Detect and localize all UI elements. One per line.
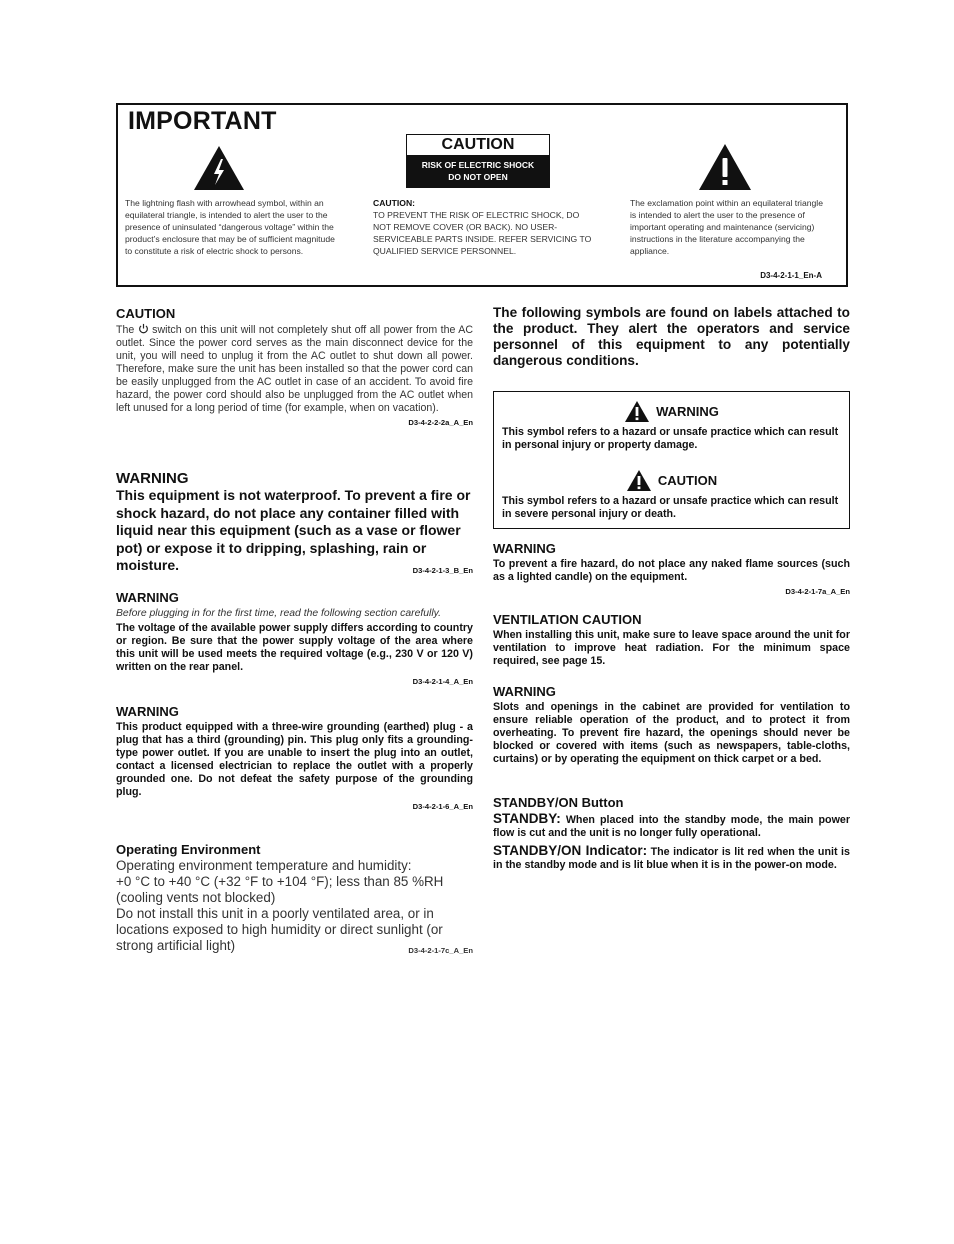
power-icon bbox=[138, 323, 149, 334]
waterproof-warning-heading: WARNING bbox=[116, 470, 189, 487]
exclamation-warning-icon bbox=[698, 143, 752, 191]
important-box bbox=[116, 103, 848, 287]
warning-triangle-icon bbox=[624, 400, 650, 423]
slots-warning-text: Slots and openings in the cabinet are provided for ventilation to ensure reliable operation of the product, and to protect it from overheating. To prevent fire hazard, the openings should never be blocked or covered with items (such as newspapers, table-cloths, curtains) or by operating the equipment on thick carpet or a bed. bbox=[493, 701, 850, 765]
operating-environment-line2: +0 °C to +40 °C (+32 °F to +104 °F); less than 85 %RH (cooling vents not blocked) bbox=[116, 874, 444, 905]
symbol-caution-heading: CAUTION bbox=[657, 473, 718, 488]
operating-environment-line3: Do not install this unit in a poorly ventilated area, or in locations exposed to high humidity or direct sunlight (or strong artificial light) bbox=[116, 906, 443, 953]
caution-text-body: TO PREVENT THE RISK OF ELECTRIC SHOCK, DO NOT REMOVE COVER (OR BACK). NO USER-SERVICEABLE PARTS INSIDE. REFER SERVICING TO QUALIFIED SERVICE PERSONNEL. bbox=[373, 210, 592, 256]
grounding-warning-text: This product equipped with a three-wire grounding (earthed) plug - a plug that has a third (grounding) pin. This plug only fits a grounding-type power outlet. If you are unable to insert the plug into an outlet, contact a licensed electrician to replace the outlet with a properly grounded one. Do not defeat the safety purpose of the grounding plug. bbox=[116, 721, 473, 798]
standby-heading: STANDBY/ON Button bbox=[493, 795, 624, 810]
waterproof-warning-section bbox=[116, 470, 473, 580]
indicator-text bbox=[493, 844, 850, 872]
left-caution-text bbox=[116, 323, 473, 415]
caution-label-title: CAUTION bbox=[407, 135, 549, 156]
symbol-warning-block bbox=[502, 400, 841, 452]
lightning-symbol-explanation: The lightning flash with arrowhead symbol, within an equilateral triangle, is intended to alert the user to the presence of uninsulated “dangerous voltage” within the product’s enclosure that may be of sufficient magnitude to constitute a risk of electric shock to persons. bbox=[125, 198, 335, 256]
voltage-warning-note: Before plugging in for the first time, read the following section carefully. bbox=[116, 608, 441, 619]
standby-label: STANDBY: bbox=[493, 811, 561, 826]
left-caution-heading: CAUTION bbox=[116, 306, 176, 321]
ventilation-caution-section bbox=[493, 612, 850, 668]
operating-environment-code: D3-4-2-1-7c_A_En bbox=[408, 946, 473, 955]
important-code: D3-4-2-1-1_En-A bbox=[760, 271, 822, 280]
caution-text-post: switch on this unit will not completely shut off all power from the AC outlet. Since the power cord serves as the main disconnect device for the unit, you will need to unplug it from the AC outlet to shut down all power. Therefore, make sure the unit has been installed so that the power cord can be easily unplugged from the AC outlet in case of an accident. To avoid fire hazard, the power cord should also be unplugged from the AC outlet when left unused for a long period of time (for example, when on vacation). bbox=[116, 324, 473, 414]
voltage-warning-text: The voltage of the available power supply differs according to country or region. Be sure that the power supply voltage of the area where this unit will be used meets the required voltage (e.g., 230 V or 120 V) written on the rear panel. bbox=[116, 622, 473, 673]
waterproof-warning-text bbox=[116, 487, 473, 575]
symbol-warning-heading-row bbox=[502, 400, 841, 423]
voltage-warning-heading: WARNING bbox=[116, 590, 179, 605]
operating-environment-line3-wrap bbox=[116, 906, 473, 954]
caution-text-heading: CAUTION: bbox=[373, 198, 416, 208]
voltage-warning-code: D3-4-2-1-4_A_En bbox=[412, 677, 473, 686]
symbol-caution-heading-row bbox=[502, 469, 841, 492]
grounding-warning-code: D3-4-2-1-6_A_En bbox=[412, 802, 473, 811]
slots-warning-heading: WARNING bbox=[493, 684, 556, 699]
fire-warning-section bbox=[493, 541, 850, 596]
symbols-intro: The following symbols are found on labels attached to the product. They alert the operators and service personnel of this equipment to any potentially dangerous conditions. bbox=[493, 305, 850, 368]
fire-warning-code: D3-4-2-1-7a_A_En bbox=[785, 587, 850, 596]
exclamation-symbol-explanation: The exclamation point within an equilateral triangle is intended to alert the user to the presence of important operating and maintenance (servicing) instructions in the literature accompanying the appliance. bbox=[630, 198, 823, 256]
lightning-warning-icon bbox=[193, 145, 245, 191]
important-title: IMPORTANT bbox=[128, 107, 277, 135]
symbol-caution-text: This symbol refers to a hazard or unsafe practice which can result in severe personal injury or death. bbox=[502, 495, 839, 520]
caution-label-body bbox=[407, 156, 549, 187]
standby-description: When placed into the standby mode, the main power flow is cut and the unit is no longer fully operational. bbox=[493, 814, 850, 839]
caution-label bbox=[406, 134, 550, 188]
fire-warning-heading: WARNING bbox=[493, 541, 556, 556]
waterproof-warning-body: This equipment is not waterproof. To prevent a fire or shock hazard, do not place any container filled with liquid near this equipment (such as a vase or flower pot) or expose it to dripping, splashing, rain or moisture. bbox=[116, 487, 471, 573]
operating-environment-text bbox=[116, 858, 473, 954]
symbols-box bbox=[493, 391, 850, 529]
standby-text bbox=[493, 812, 850, 840]
grounding-warning-section bbox=[116, 704, 473, 811]
fire-warning-text: To prevent a fire hazard, do not place any naked flame sources (such as a lighted candle) on the equipment. bbox=[493, 558, 850, 583]
left-caution-code: D3-4-2-2-2a_A_En bbox=[408, 418, 473, 427]
caution-text-block bbox=[373, 197, 595, 257]
ventilation-caution-text: When installing this unit, make sure to leave space around the unit for ventilation to improve heat radiation. For the minimum space required, see page 15. bbox=[493, 629, 850, 667]
indicator-label: STANDBY/ON Indicator: bbox=[493, 843, 648, 858]
caution-label-line2: DO NOT OPEN bbox=[448, 172, 508, 182]
caution-label-line1: RISK OF ELECTRIC SHOCK bbox=[421, 160, 535, 170]
left-caution-section bbox=[116, 306, 473, 427]
caution-triangle-icon bbox=[626, 469, 652, 492]
operating-environment-line1: Operating environment temperature and humidity: bbox=[116, 858, 412, 873]
waterproof-warning-code: D3-4-2-1-3_B_En bbox=[412, 566, 473, 575]
grounding-warning-heading: WARNING bbox=[116, 704, 179, 719]
symbol-warning-heading: WARNING bbox=[656, 404, 719, 419]
ventilation-caution-heading: VENTILATION CAUTION bbox=[493, 612, 642, 627]
operating-environment-heading: Operating Environment bbox=[116, 842, 261, 857]
slots-warning-section bbox=[493, 684, 850, 766]
caution-text-pre: The bbox=[116, 324, 135, 336]
symbol-caution-block bbox=[502, 469, 841, 521]
standby-section bbox=[493, 795, 850, 872]
symbol-warning-text: This symbol refers to a hazard or unsafe practice which can result in personal injury or property damage. bbox=[502, 426, 839, 451]
indicator-description: The indicator is lit red when the unit is in the standby mode and is lit blue when it is in the power-on mode. bbox=[493, 846, 850, 871]
operating-environment-section bbox=[116, 842, 473, 959]
voltage-warning-section bbox=[116, 590, 473, 686]
